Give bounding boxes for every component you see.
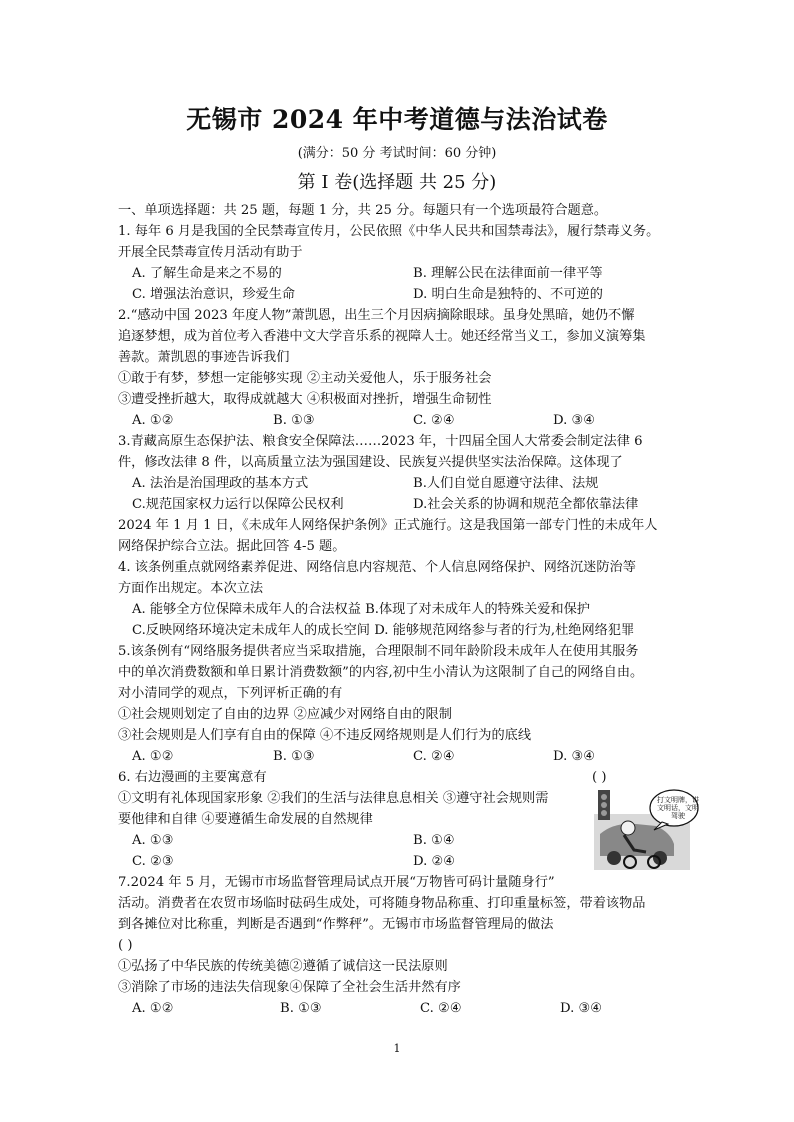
q6-option-b: B. ①④	[413, 833, 455, 848]
q4-options-cd: C.反映网络环境决定未成年人的成长空间 D. 能够规范网络参与者的行为,杜绝网络犯罪	[132, 623, 635, 638]
q7-stem-line-3: 到各摊位对比称重，判断是否遇到“作弊秤”。无锡市市场监督管理局的做法	[118, 917, 554, 932]
q4-stem-line-1: 4. 该条例重点就网络素养促进、网络信息内容规范、个人信息网络保护、网络沉迷防治等	[118, 560, 636, 575]
q5-stem-line-2: 中的单次消费数额和单日累计消费数额”的内容,初中生小清认为这限制了自己的网络自由。	[118, 665, 644, 680]
q7-stem-line-1: 7.2024 年 5 月，无锡市市场监督管理局试点开展“万物皆可码计量随身行”	[118, 875, 555, 890]
q7-statement-line-2: ③消除了市场的违法失信现象④保障了全社会生活井然有序	[118, 980, 461, 995]
q7-stem-line-2: 活动。消费者在农贸市场临时砝码生成处，可将随身物品称重、打印重量标签，带着该物品	[118, 896, 646, 911]
section-instructions: 一、单项选择题：共 25 题，每题 1 分，共 25 分。每题只有一个选项最符合题意。	[118, 203, 608, 218]
q6-statement-line-2: 要他律和自律 ④要遵循生命发展的自然规律	[118, 812, 373, 827]
q2-stem-line-2: 追逐梦想，成为首位考入香港中文大学音乐系的视障人士。她还经常当义工，参加义演筹集	[118, 329, 646, 344]
q3-option-d: D.社会关系的协调和规范全都依靠法律	[413, 497, 639, 512]
q7-option-b: B. ①③	[280, 1001, 322, 1016]
q5-statement-line-2: ③社会规则是人们享有自由的保障 ④不违反网络规则是人们行为的底线	[118, 728, 532, 743]
exam-title: 无锡市 2024 年中考道德与法治试卷	[186, 105, 608, 134]
q2-option-d: D. ③④	[553, 413, 596, 428]
q2-stem-line-1: 2.“感动中国 2023 年度人物”萧凯恩，出生三个月因病摘除眼球。虽身处黑暗，她仍不懈	[118, 308, 635, 323]
q7-answer-paren: ( )	[118, 938, 133, 953]
q7-option-d: D. ③④	[560, 1001, 603, 1016]
page-number: 1	[393, 1042, 401, 1055]
q1-stem-line-1: 1. 每年 6 月是我国的全民禁毒宣传月，公民依照《中华人民共和国禁毒法》，履行禁毒义务。	[118, 224, 660, 239]
q5-option-b: B. ①③	[273, 749, 315, 764]
q1-stem-line-2: 开展全民禁毒宣传月活动有助于	[118, 245, 303, 260]
q4-stem-line-2: 方面作出规定。本次立法	[118, 581, 264, 596]
q5-option-a: A. ①②	[132, 749, 174, 764]
q6-answer-paren: ( )	[592, 770, 607, 785]
q6-option-a: A. ①③	[132, 833, 174, 848]
exam-subtitle: (满分：50 分 考试时间：60 分钟)	[297, 146, 497, 161]
q1-option-c: C. 增强法治意识，珍爱生命	[132, 287, 296, 302]
q5-stem-line-1: 5.该条例有“网络服务提供者应当采取措施，合理限制不同年龄阶段未成年人在使用其服务	[118, 644, 639, 659]
cartoon-speech-text: 打文明牌，讲文明话，文明驾驶	[657, 796, 699, 820]
q2-statement-line-2: ③遭受挫折越大，取得成就越大 ④积极面对挫折，增强生命韧性	[118, 392, 492, 407]
q2-statement-line-1: ①敢于有梦，梦想一定能够实现 ②主动关爱他人，乐于服务社会	[118, 371, 492, 386]
q2-option-b: B. ①③	[273, 413, 315, 428]
q6-option-d: D. ②④	[413, 854, 456, 869]
q4-5-intro-line-1: 2024 年 1 月 1 日，《未成年人网络保护条例》正式施行。这是我国第一部专门性的未成年人	[118, 518, 658, 533]
q7-option-c: C. ②④	[420, 1001, 462, 1016]
q3-option-c: C.规范国家权力运行以保障公民权利	[132, 497, 344, 512]
q3-option-a: A. 法治是治国理政的基本方式	[132, 476, 309, 491]
q6-option-c: C. ②③	[132, 854, 174, 869]
q2-option-a: A. ①②	[132, 413, 174, 428]
rider-head	[621, 821, 635, 835]
q4-5-intro-line-2: 网络保护综合立法。据此回答 4-5 题。	[118, 539, 346, 554]
q3-stem-line-2: 件，修改法律 8 件，以高质量立法为强国建设、民族复兴提供坚实法治保障。这体现了	[118, 455, 623, 470]
q1-option-b: B. 理解公民在法律面前一律平等	[413, 266, 603, 281]
q1-option-d: D. 明白生命是独特的、不可逆的	[413, 287, 603, 302]
q5-stem-line-3: 对小清同学的观点，下列评析正确的有	[118, 686, 343, 701]
q2-option-c: C. ②④	[413, 413, 455, 428]
q3-stem-line-1: 3.青藏高原生态保护法、粮食安全保障法……2023 年，十四届全国人大常委会制定法律 6	[118, 434, 643, 449]
q3-option-b: B.人们自觉自愿遵守法律、法规	[413, 476, 599, 491]
q2-stem-line-3: 善款。萧凯恩的事迹告诉我们	[118, 350, 290, 365]
q5-option-c: C. ②④	[413, 749, 455, 764]
q5-statement-line-1: ①社会规则划定了自由的边界 ②应减少对网络自由的限制	[118, 707, 452, 722]
part-heading: 第 I 卷(选择题 共 25 分)	[297, 172, 497, 193]
q5-option-d: D. ③④	[553, 749, 596, 764]
q7-option-a: A. ①②	[132, 1001, 174, 1016]
q1-option-a: A. 了解生命是来之不易的	[132, 266, 282, 281]
q6-statement-line-1: ①文明有礼体现国家形象 ②我们的生活与法律息息相关 ③遵守社会规则需	[118, 791, 549, 806]
q4-options-ab: A. 能够全方位保障未成年人的合法权益 B.体现了对未成年人的特殊关爱和保护	[132, 602, 590, 617]
q7-statement-line-1: ①弘扬了中华民族的传统美德②遵循了诚信这一民法原则	[118, 959, 448, 974]
q6-stem-line-1: 6. 右边漫画的主要寓意有	[118, 770, 267, 785]
